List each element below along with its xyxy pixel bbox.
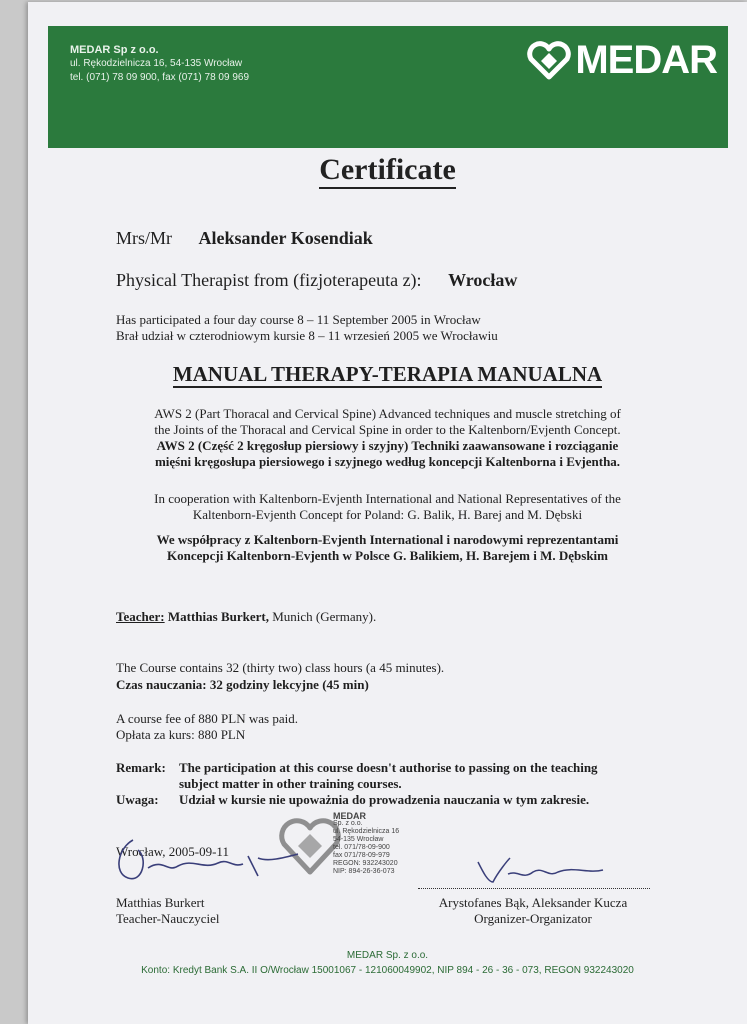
company-name: MEDAR Sp z o.o. bbox=[70, 44, 159, 56]
organizer-signature-role: Organizer-Organizator bbox=[474, 911, 592, 926]
stamp-line: 54-135 Wrocław bbox=[333, 836, 384, 843]
remark-text-1: The participation at this course doesn't authorise to passing on the teaching bbox=[179, 760, 598, 775]
teacher-signature-block bbox=[116, 895, 219, 927]
description-pl-1: AWS 2 (Część 2 kręgosłup piersiowy i szyjny) Techniki zaawansowane i rozciąganie bbox=[156, 438, 619, 453]
recipient-label: Mrs/Mr bbox=[116, 228, 173, 248]
stamp-line: Sp. z o.o. bbox=[333, 820, 363, 827]
certificate-title: Certificate bbox=[28, 153, 747, 187]
participation-pl: Brał udział w czterodniowym kursie 8 – 11 wrzesień 2005 we Wrocławiu bbox=[116, 328, 498, 343]
cooperation-pl-2: Koncepcji Kaltenborn-Evjenth w Polsce G. Balikiem, H. Barejem i M. Dębskim bbox=[167, 548, 608, 563]
signature-line bbox=[418, 888, 650, 889]
cooperation-pl bbox=[28, 532, 747, 564]
course-description bbox=[28, 406, 747, 470]
course-hours bbox=[116, 659, 444, 693]
stamp-text bbox=[333, 812, 399, 876]
remark-text-2: subject matter in other training courses. bbox=[179, 776, 402, 791]
remark-text-pl: Udział w kursie nie upoważnia do prowadzenia nauczania w tym zakresie. bbox=[179, 792, 590, 807]
company-info bbox=[70, 43, 249, 85]
profession-line bbox=[116, 270, 517, 291]
stamp-line: REGON: 932243020 bbox=[333, 860, 398, 867]
stamp-line: tel. 071/78-09-900 bbox=[333, 844, 390, 851]
profession-city: Wrocław bbox=[448, 270, 518, 290]
organizer-signature-block bbox=[408, 895, 658, 927]
stamp-name: MEDAR bbox=[333, 811, 366, 821]
teacher-signature-name: Matthias Burkert bbox=[116, 895, 205, 910]
hours-pl: Czas nauczania: 32 godziny lekcyjne (45 min) bbox=[116, 677, 369, 692]
heart-logo-icon bbox=[527, 41, 571, 81]
fee-pl: Opłata za kurs: 880 PLN bbox=[116, 727, 246, 742]
cooperation-pl-1: We współpracy z Kaltenborn-Evjenth International i narodowymi reprezentantami bbox=[156, 532, 619, 547]
stamp-line: NIP: 894-26-36-073 bbox=[333, 868, 395, 875]
teacher-signature-icon bbox=[108, 828, 308, 898]
description-en-1: AWS 2 (Part Thoracal and Cervical Spine) Advanced techniques and muscle stretching of bbox=[154, 406, 621, 421]
hours-en: The Course contains 32 (thirty two) class hours (a 45 minutes). bbox=[116, 660, 445, 675]
company-phone: tel. (071) 78 09 900, fax (071) 78 09 969 bbox=[70, 72, 250, 83]
description-en-2: the Joints of the Thoracal and Cervical Spine in order to the Kaltenborn/Evjenth Concept. bbox=[154, 422, 621, 437]
footer-company: MEDAR Sp. z o.o. bbox=[346, 950, 429, 961]
fee-en: A course fee of 880 PLN was paid. bbox=[116, 711, 298, 726]
teacher-place: Munich (Germany). bbox=[272, 609, 377, 624]
medar-logo bbox=[527, 38, 717, 83]
participation-text bbox=[116, 312, 498, 344]
teacher-line bbox=[116, 609, 376, 625]
stamp-line: ul. Rękodzielnicza 16 bbox=[333, 828, 400, 835]
profession-label: Physical Therapist from (fizjoterapeuta z): bbox=[116, 270, 422, 290]
teacher-signature-role: Teacher-Nauczyciel bbox=[116, 911, 220, 926]
company-address: ul. Rękodzielnicza 16, 54-135 Wrocław bbox=[70, 58, 243, 69]
cooperation-en-2: Kaltenborn-Evjenth Concept for Poland: G. Balik, H. Barej and M. Dębski bbox=[192, 507, 583, 522]
stamp-line: fax 071/78-09-979 bbox=[333, 852, 390, 859]
course-fee bbox=[116, 711, 298, 743]
logo-text: MEDAR bbox=[575, 38, 717, 82]
teacher-name: Matthias Burkert, bbox=[167, 609, 269, 624]
organizer-signature-names: Arystofanes Bąk, Aleksander Kucza bbox=[438, 895, 628, 910]
issue-date: Wrocław, 2005-09-11 bbox=[116, 844, 229, 859]
recipient-name: Aleksander Kosendiak bbox=[198, 228, 373, 248]
recipient-line bbox=[116, 228, 373, 249]
remark-label: Remark: bbox=[116, 760, 166, 775]
participation-en: Has participated a four day course 8 – 11 September 2005 in Wrocław bbox=[116, 312, 481, 327]
teacher-label: Teacher: bbox=[116, 609, 165, 624]
footer-bank: Konto: Kredyt Bank S.A. II O/Wrocław 15001067 - 121060049902, NIP 894 - 26 - 36 - 073, REGON 932243020 bbox=[141, 965, 634, 976]
cooperation-en-1: In cooperation with Kaltenborn-Evjenth International and National Representatives of the bbox=[154, 491, 621, 506]
course-title: MANUAL THERAPY-TERAPIA MANUALNA bbox=[172, 362, 603, 386]
organizer-signature-icon bbox=[438, 852, 608, 892]
cooperation-en bbox=[28, 491, 747, 523]
description-pl-2: mięśni kręgosłupa piersiowego i szyjnego według koncepcji Kaltenborna i Evjentha. bbox=[154, 454, 621, 469]
certificate-page bbox=[28, 2, 747, 1024]
remark-label-pl: Uwaga: bbox=[116, 792, 159, 807]
